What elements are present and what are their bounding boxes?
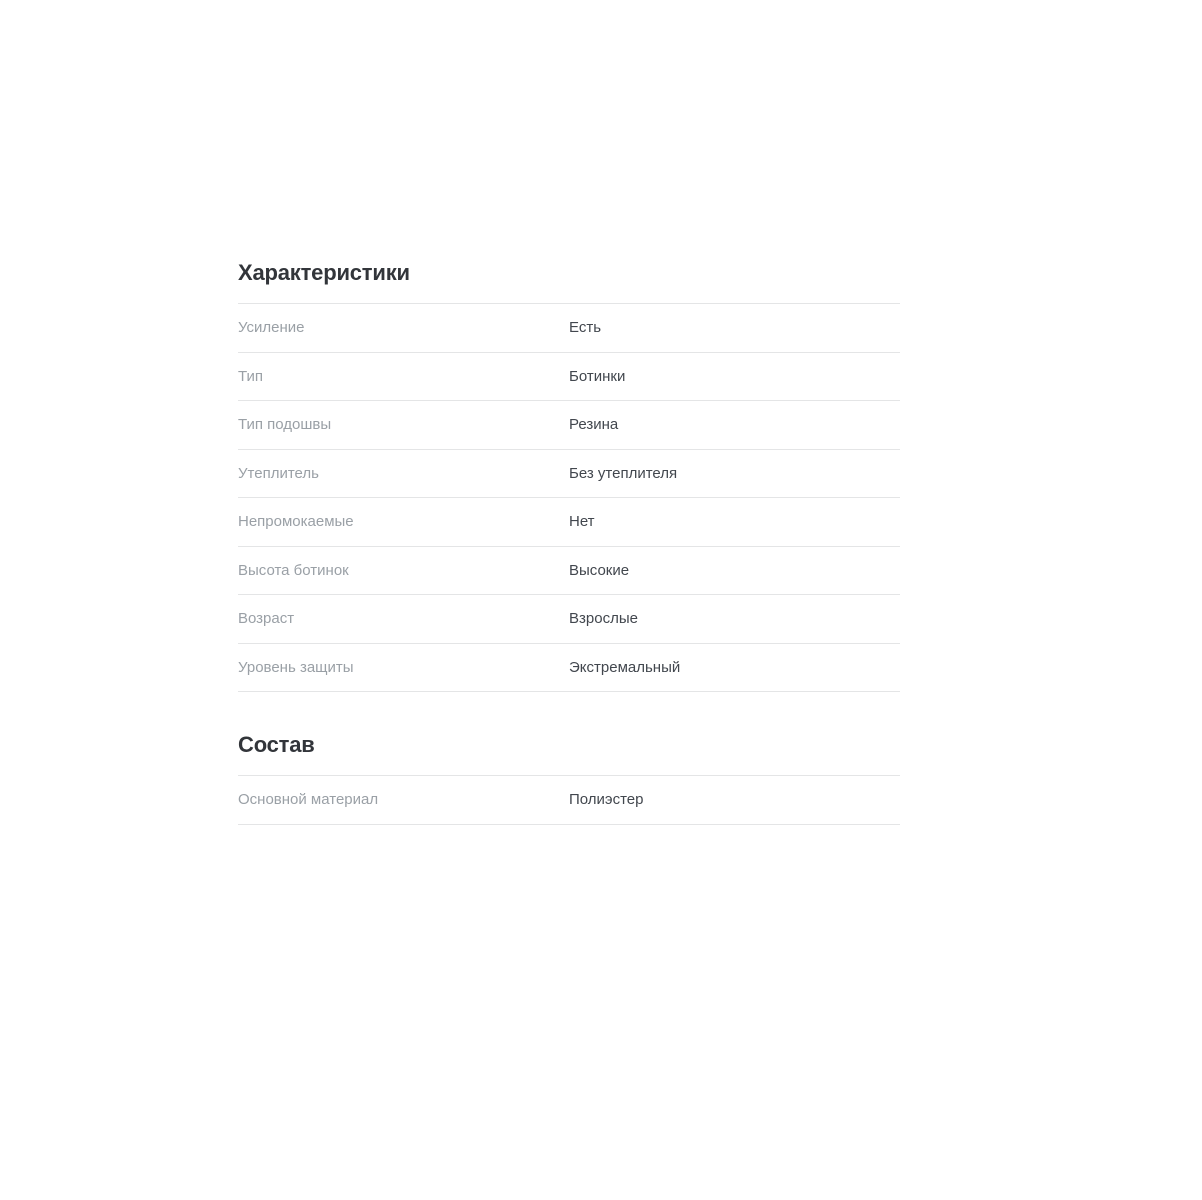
spec-row [238,776,900,825]
spec-row-label: Возраст [238,610,295,628]
spec-row-value: Нет [569,513,595,531]
spec-row [238,498,900,547]
spec-row [238,401,900,450]
spec-row-value: Полиэстер [569,791,644,809]
spec-row-label: Основной материал [238,791,379,809]
spec-row [238,304,900,353]
spec-section [238,260,900,692]
spec-row-label: Утеплитель [238,464,319,482]
specs-content [238,260,900,825]
spec-row-label: Тип [238,367,264,385]
spec-row-label: Усиление [238,319,305,337]
section-title: Характеристики [238,260,410,285]
spec-row-value: Без утеплителя [569,464,678,482]
spec-row-label: Уровень защиты [238,658,354,676]
spec-row [238,450,900,499]
spec-row [238,595,900,644]
spec-table [238,303,900,692]
spec-row-value: Ботинки [569,367,626,385]
spec-row [238,547,900,596]
section-title: Состав [238,732,315,757]
spec-row-label: Тип подошвы [238,416,332,434]
spec-row-label: Высота ботинок [238,561,349,579]
spec-row-value: Взрослые [569,610,638,628]
spec-row-value: Резина [569,416,619,434]
spec-row-value: Есть [569,319,602,337]
spec-row [238,644,900,693]
spec-section [238,732,900,825]
spec-row-label: Непромокаемые [238,513,354,531]
spec-table [238,775,900,825]
spec-row-value: Экстремальный [569,658,681,676]
spec-row [238,353,900,402]
spec-row-value: Высокие [569,561,630,579]
